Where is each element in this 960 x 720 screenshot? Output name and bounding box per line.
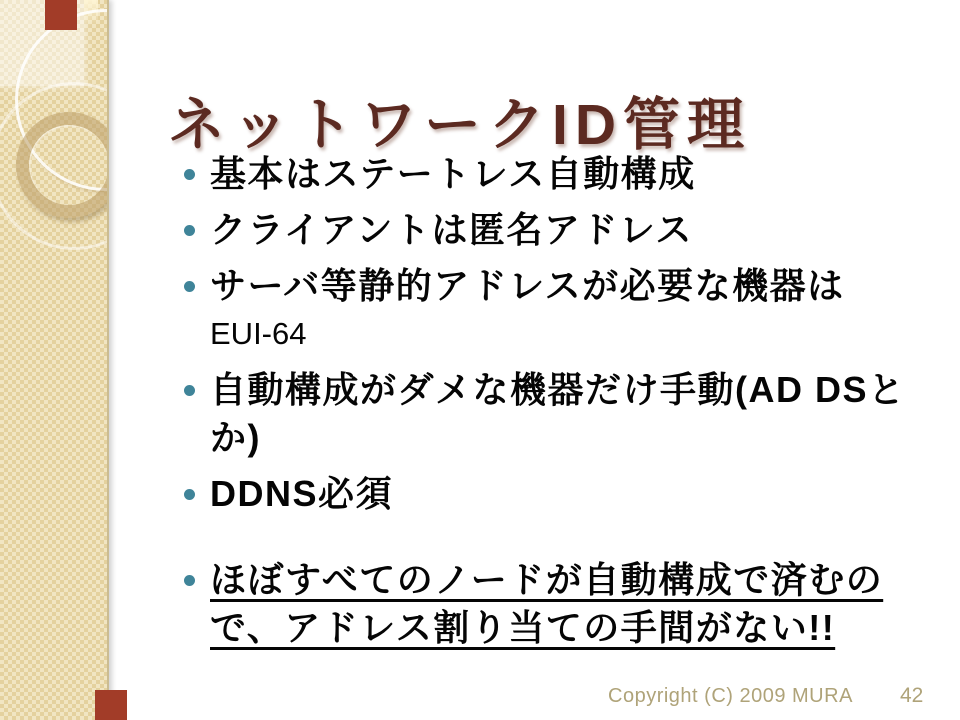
bullet-line: 基本はステートレス自動構成 [210, 153, 696, 194]
bullet-line: EUI-64 [210, 316, 307, 351]
bullet-icon [184, 169, 195, 180]
theme-side-rail [0, 0, 109, 720]
bullet-line: 自動構成がダメな機器だけ手動(AD DSと [210, 369, 906, 410]
bullet-item [182, 470, 922, 518]
bullet-item [182, 366, 922, 462]
bullet-line: サーバ等静的アドレスが必要な機器は [210, 265, 845, 306]
bullet-line: か) [210, 417, 261, 458]
bullet-line: ほぼすべてのノードが自動構成で済むの [210, 559, 884, 600]
accent-rectangle-bottom [95, 690, 127, 720]
bullet-item [182, 262, 922, 358]
bullet-item [182, 206, 922, 254]
bullet-line: クライアントは匿名アドレス [210, 209, 693, 250]
page-number: 42 [900, 684, 924, 707]
accent-rectangle-top [45, 0, 77, 30]
bullet-line: DDNS必須 [210, 473, 394, 514]
bullet-list [182, 150, 922, 660]
slide-title: ネットワークID管理 [168, 93, 751, 158]
bullet-item-emphasis [182, 556, 922, 652]
bullet-icon [184, 385, 195, 396]
bullet-icon [184, 225, 195, 236]
bullet-item [182, 150, 922, 198]
bullet-icon [184, 281, 195, 292]
footer-copyright: Copyright (C) 2009 MURA [608, 685, 853, 707]
bullet-line: で、アドレス割り当ての手間がない!! [210, 607, 836, 648]
bullet-icon [184, 489, 195, 500]
bullet-icon [184, 575, 195, 586]
